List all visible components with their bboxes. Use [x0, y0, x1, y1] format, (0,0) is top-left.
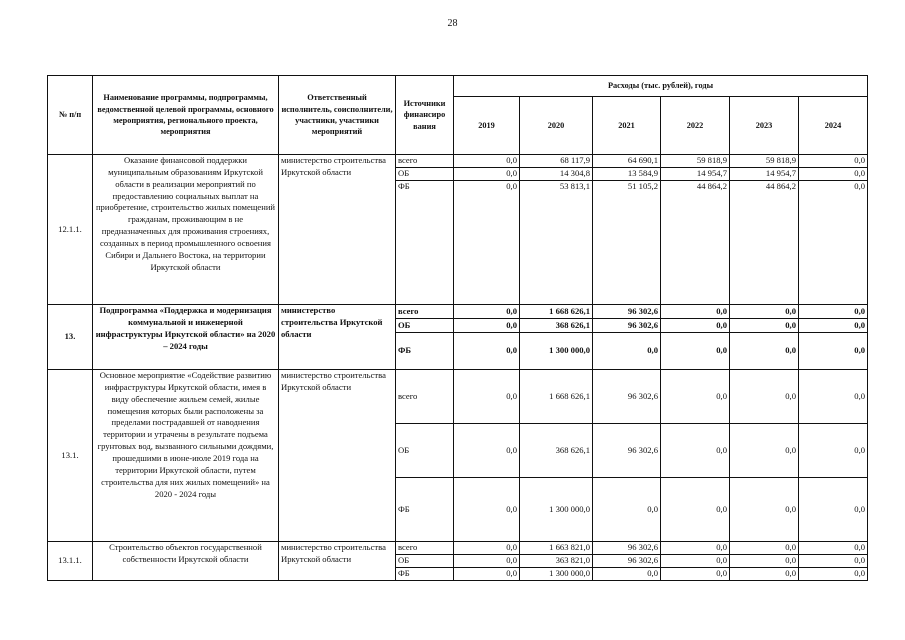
value-cell: 96 302,6 [593, 370, 661, 424]
value-cell: 0,0 [454, 478, 520, 542]
header-year: 2024 [799, 97, 868, 155]
value-cell: 0,0 [661, 568, 730, 581]
table-row [48, 155, 868, 168]
budget-table [47, 75, 868, 581]
source-cell: всего [396, 542, 454, 555]
value-cell: 0,0 [661, 333, 730, 370]
row-executor: министерство строительства Иркутской области [279, 370, 396, 542]
row-number: 13. [48, 305, 93, 370]
source-cell: ФБ [396, 333, 454, 370]
header-num: № п/п [48, 76, 93, 155]
source-cell: всего [396, 370, 454, 424]
value-cell: 44 864,2 [730, 181, 799, 305]
value-cell: 0,0 [799, 333, 868, 370]
header-year: 2021 [593, 97, 661, 155]
header-year: 2020 [520, 97, 593, 155]
value-cell: 0,0 [799, 168, 868, 181]
value-cell: 14 954,7 [730, 168, 799, 181]
header-name: Наименование программы, подпрограммы, ведомственной целевой программы, основного мероприятия, регионального проекта, мероприятия [93, 76, 279, 155]
value-cell: 0,0 [730, 370, 799, 424]
value-cell: 1 668 626,1 [520, 370, 593, 424]
header-year: 2022 [661, 97, 730, 155]
source-cell: всего [396, 155, 454, 168]
value-cell: 0,0 [799, 568, 868, 581]
row-number: 13.1. [48, 370, 93, 542]
row-name: Подпрограмма «Поддержка и модернизация коммунальной и инженерной инфраструктуры Иркутской области» на 2020 – 2024 годы [93, 305, 279, 370]
table-row [48, 542, 868, 555]
value-cell: 14 954,7 [661, 168, 730, 181]
value-cell: 0,0 [730, 319, 799, 333]
value-cell: 0,0 [730, 555, 799, 568]
source-cell: ФБ [396, 568, 454, 581]
value-cell: 96 302,6 [593, 542, 661, 555]
value-cell: 0,0 [799, 555, 868, 568]
value-cell: 0,0 [454, 555, 520, 568]
value-cell: 59 818,9 [730, 155, 799, 168]
value-cell: 368 626,1 [520, 319, 593, 333]
value-cell: 44 864,2 [661, 181, 730, 305]
value-cell: 14 304,8 [520, 168, 593, 181]
row-executor: министерство строительства Иркутской области [279, 155, 396, 305]
value-cell: 1 663 821,0 [520, 542, 593, 555]
value-cell: 0,0 [454, 542, 520, 555]
value-cell: 0,0 [593, 568, 661, 581]
value-cell: 0,0 [454, 370, 520, 424]
value-cell: 0,0 [593, 333, 661, 370]
source-cell: ОБ [396, 555, 454, 568]
source-cell: ОБ [396, 319, 454, 333]
value-cell: 1 300 000,0 [520, 478, 593, 542]
value-cell: 51 105,2 [593, 181, 661, 305]
row-name: Основное мероприятие «Содействие развитию инфраструктуры Иркутской области, имея в виду обеспечение жильем семей, жилые помещения которых были расположены за пределами пострадавшей от наводнения территории и утрачены в результате подъема грунтовых вод, вызванного сильными дождями, прошедшими в июне-июле 2019 года на территории Иркутской области, путем строительства для них жилых помещений» на 2020 - 2024 годы [93, 370, 279, 542]
value-cell: 0,0 [661, 478, 730, 542]
table-row [48, 370, 868, 424]
header-executor: Ответственный исполнитель, соисполнители, участники, участники мероприятий [279, 76, 396, 155]
value-cell: 1 300 000,0 [520, 568, 593, 581]
value-cell: 0,0 [730, 568, 799, 581]
row-executor: министерство строительства Иркутской области [279, 542, 396, 581]
row-executor: министерство строительства Иркутской области [279, 305, 396, 370]
value-cell: 0,0 [799, 305, 868, 319]
value-cell: 0,0 [799, 319, 868, 333]
source-cell: ОБ [396, 168, 454, 181]
value-cell: 0,0 [454, 333, 520, 370]
value-cell: 0,0 [730, 542, 799, 555]
row-name: Строительство объектов государственной собственности Иркутской области [93, 542, 279, 581]
value-cell: 368 626,1 [520, 424, 593, 478]
page-number: 28 [447, 18, 458, 29]
value-cell: 0,0 [454, 305, 520, 319]
value-cell: 0,0 [799, 181, 868, 305]
table-row [48, 305, 868, 319]
header-source: Источники финансиро вания [396, 76, 454, 155]
value-cell: 0,0 [454, 424, 520, 478]
value-cell: 0,0 [593, 478, 661, 542]
value-cell: 0,0 [454, 568, 520, 581]
header-expenses: Расходы (тыс. рублей), годы [454, 76, 868, 97]
value-cell: 64 690,1 [593, 155, 661, 168]
value-cell: 0,0 [661, 370, 730, 424]
row-name: Оказание финансовой поддержки муниципальным образованиям Иркутской области в реализации мероприятий по предоставлению социальных выплат на приобретение, строительство жилых помещений гражданам, проживающим в не предназначенных для проживания строениях, созданных в период промышленного освоения Сибири и Дальнего Востока, на территории Иркутской области [93, 155, 279, 305]
value-cell: 0,0 [730, 333, 799, 370]
value-cell: 0,0 [730, 424, 799, 478]
value-cell: 0,0 [454, 181, 520, 305]
value-cell: 0,0 [661, 555, 730, 568]
value-cell: 13 584,9 [593, 168, 661, 181]
value-cell: 0,0 [454, 155, 520, 168]
source-cell: ФБ [396, 181, 454, 305]
value-cell: 0,0 [799, 155, 868, 168]
value-cell: 96 302,6 [593, 305, 661, 319]
value-cell: 0,0 [730, 478, 799, 542]
source-cell: всего [396, 305, 454, 319]
value-cell: 1 300 000,0 [520, 333, 593, 370]
value-cell: 0,0 [661, 424, 730, 478]
value-cell: 96 302,6 [593, 424, 661, 478]
header-year: 2023 [730, 97, 799, 155]
row-number: 13.1.1. [48, 542, 93, 581]
value-cell: 0,0 [661, 319, 730, 333]
value-cell: 0,0 [454, 168, 520, 181]
value-cell: 53 813,1 [520, 181, 593, 305]
value-cell: 0,0 [799, 424, 868, 478]
value-cell: 0,0 [730, 305, 799, 319]
value-cell: 68 117,9 [520, 155, 593, 168]
value-cell: 0,0 [661, 305, 730, 319]
value-cell: 96 302,6 [593, 319, 661, 333]
value-cell: 1 668 626,1 [520, 305, 593, 319]
value-cell: 363 821,0 [520, 555, 593, 568]
row-number: 12.1.1. [48, 155, 93, 305]
value-cell: 96 302,6 [593, 555, 661, 568]
value-cell: 0,0 [799, 542, 868, 555]
value-cell: 59 818,9 [661, 155, 730, 168]
value-cell: 0,0 [661, 542, 730, 555]
source-cell: ФБ [396, 478, 454, 542]
value-cell: 0,0 [454, 319, 520, 333]
header-year: 2019 [454, 97, 520, 155]
source-cell: ОБ [396, 424, 454, 478]
value-cell: 0,0 [799, 478, 868, 542]
value-cell: 0,0 [799, 370, 868, 424]
